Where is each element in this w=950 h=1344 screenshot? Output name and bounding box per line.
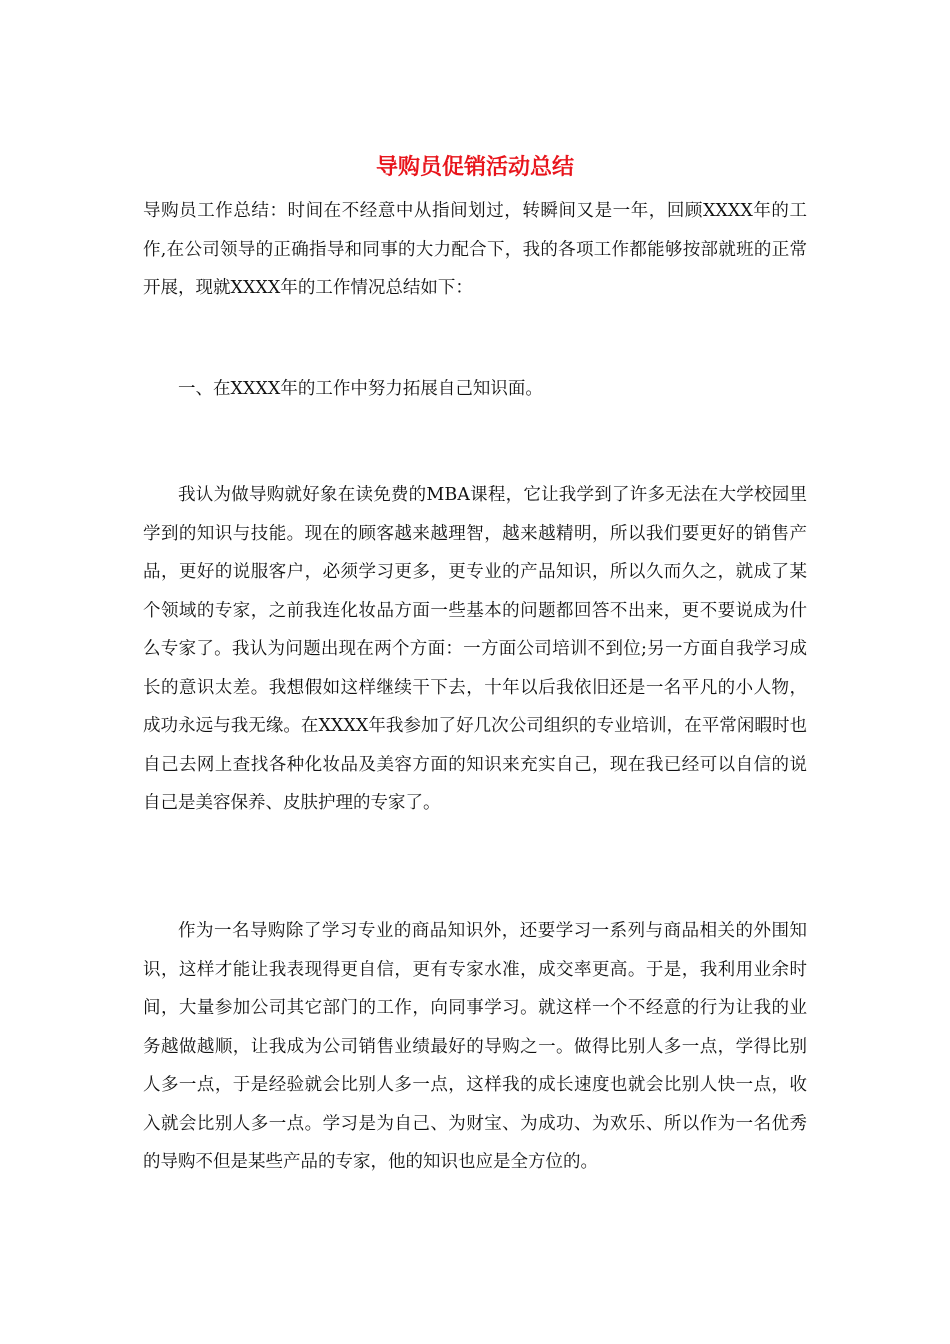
body-paragraph: 我认为做导购就好象在读免费的MBA课程，它让我学到了许多无法在大学校园里学到的知识与技能。现在的顾客越来越理智，越来越精明，所以我们要更好的销售产品，更好的说服客户，必须学习更多，更专业的产品知识，所以久而久之，就成了某个领域的专家，之前我连化妆品方面一些基本的问题都回答不出来，更不要说成为什么专家了。我认为问题出现在两个方面：一方面公司培训不到位;另一方面自我学习成长的意识太差。我想假如这样继续干下去，十年以后我依旧还是一名平凡的小人物，成功永远与我无缘。在XXXX年我参加了好几次公司组织的专业培训，在平常闲暇时也自己去网上查找各种化妆品及美容方面的知识来充实自己，现在我已经可以自信的说自己是美容保养、皮肤护理的专家了。: [143, 485, 807, 813]
intro-paragraph: 导购员工作总结：时间在不经意中从指间划过，转瞬间又是一年，回顾XXXX年的工作,在公司领导的正确指导和同事的大力配合下，我的各项工作都能够按部就班的正常开展，现就XXXX年的工作情况总结如下：: [143, 201, 807, 298]
document-title: 导购员促销活动总结: [375, 154, 574, 180]
section-heading-1: 一、在XXXX年的工作中努力拓展自己知识面。: [178, 379, 543, 399]
body-paragraph: 作为一名导购除了学习专业的商品知识外，还要学习一系列与商品相关的外围知识，这样才能让我表现得更自信，更有专家水准，成交率更高。于是，我利用业余时间，大量参加公司其它部门的工作，向同事学习。就这样一个不经意的行为让我的业务越做越顺，让我成为公司销售业绩最好的导购之一。做得比别人多一点，学得比别人多一点，于是经验就会比别人多一点，这样我的成长速度也就会比别人快一点，收入就会比别人多一点。学习是为自己、为财宝、为成功、为欢乐、所以作为一名优秀的导购不但是某些产品的专家，他的知识也应是全方位的。: [143, 921, 807, 1172]
